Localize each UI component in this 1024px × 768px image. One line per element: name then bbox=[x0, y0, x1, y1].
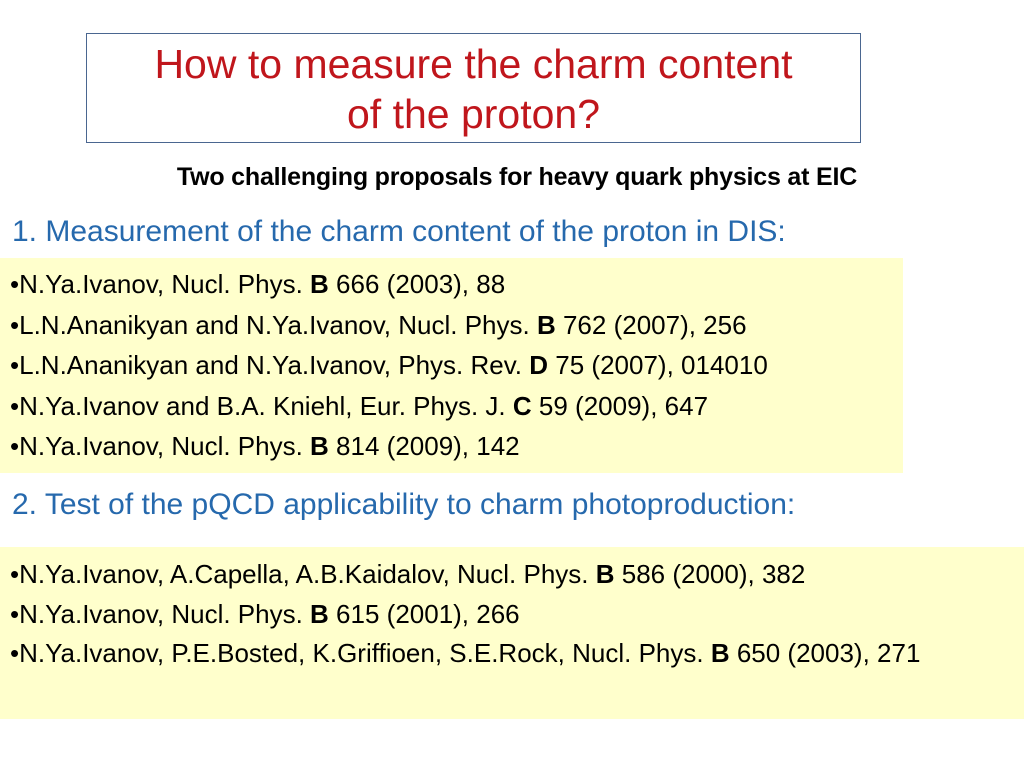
section-1-heading: 1. Measurement of the charm content of the proton in DIS: bbox=[12, 215, 786, 248]
journal-volume-letter: C bbox=[512, 390, 532, 421]
reference-text: N.Ya.Ivanov, Nucl. Phys. bbox=[19, 431, 311, 461]
reference-details: 75 (2007), 014010 bbox=[548, 350, 768, 380]
reference-details: 586 (2000), 382 bbox=[614, 559, 806, 589]
slide-title-line-2: of the proton? bbox=[346, 91, 601, 137]
bullet-icon: • bbox=[10, 431, 20, 461]
bullet-icon: • bbox=[10, 269, 20, 299]
journal-volume-letter: B bbox=[536, 309, 556, 340]
reference-item bbox=[10, 305, 903, 346]
journal-volume-letter: B bbox=[710, 638, 730, 668]
journal-volume-letter: B bbox=[310, 269, 329, 299]
reference-item bbox=[10, 595, 1024, 635]
reference-text: L.N.Ananikyan and N.Ya.Ivanov, Phys. Rev. bbox=[19, 350, 530, 380]
journal-volume-letter: B bbox=[595, 559, 615, 589]
reference-details: 762 (2007), 256 bbox=[555, 309, 747, 340]
reference-details: 650 (2003), 271 bbox=[729, 638, 921, 668]
reference-item bbox=[10, 345, 903, 386]
bullet-icon: • bbox=[10, 390, 20, 421]
bullet-icon: • bbox=[10, 309, 20, 340]
reference-details: 814 (2009), 142 bbox=[328, 431, 520, 461]
bullet-icon: • bbox=[10, 559, 20, 589]
reference-text: N.Ya.Ivanov, P.E.Bosted, K.Griffioen, S.E.Rock, Nucl. Phys. bbox=[19, 638, 711, 668]
section-2-reference-list bbox=[0, 547, 1024, 719]
slide-title-line-1: How to measure the charm content bbox=[154, 41, 793, 87]
reference-item bbox=[10, 555, 1024, 595]
journal-volume-letter: B bbox=[310, 431, 329, 461]
reference-text: N.Ya.Ivanov, Nucl. Phys. bbox=[19, 269, 311, 299]
bullet-icon: • bbox=[10, 598, 20, 629]
reference-text: N.Ya.Ivanov, A.Capella, A.B.Kaidalov, Nucl. Phys. bbox=[19, 559, 596, 589]
reference-item bbox=[10, 386, 903, 427]
reference-details: 666 (2003), 88 bbox=[328, 269, 506, 299]
section-2-heading: 2. Test of the pQCD applicability to charm photoproduction: bbox=[12, 488, 796, 521]
slide-subtitle: Two challenging proposals for heavy quark physics at EIC bbox=[176, 163, 858, 191]
reference-item bbox=[10, 426, 903, 467]
bullet-icon: • bbox=[10, 350, 20, 380]
reference-item bbox=[10, 634, 1024, 671]
reference-item bbox=[10, 264, 903, 305]
reference-text: L.N.Ananikyan and N.Ya.Ivanov, Nucl. Phys. bbox=[19, 309, 537, 340]
section-1-reference-list bbox=[0, 258, 903, 473]
reference-details: 59 (2009), 647 bbox=[531, 390, 709, 421]
reference-text: N.Ya.Ivanov and B.A. Kniehl, Eur. Phys. J. bbox=[19, 390, 513, 421]
reference-text: N.Ya.Ivanov, Nucl. Phys. bbox=[19, 598, 311, 629]
journal-volume-letter: B bbox=[310, 598, 329, 629]
reference-details: 615 (2001), 266 bbox=[328, 598, 520, 629]
slide-title-box bbox=[86, 33, 861, 143]
journal-volume-letter: D bbox=[529, 350, 549, 380]
bullet-icon: • bbox=[10, 638, 20, 668]
